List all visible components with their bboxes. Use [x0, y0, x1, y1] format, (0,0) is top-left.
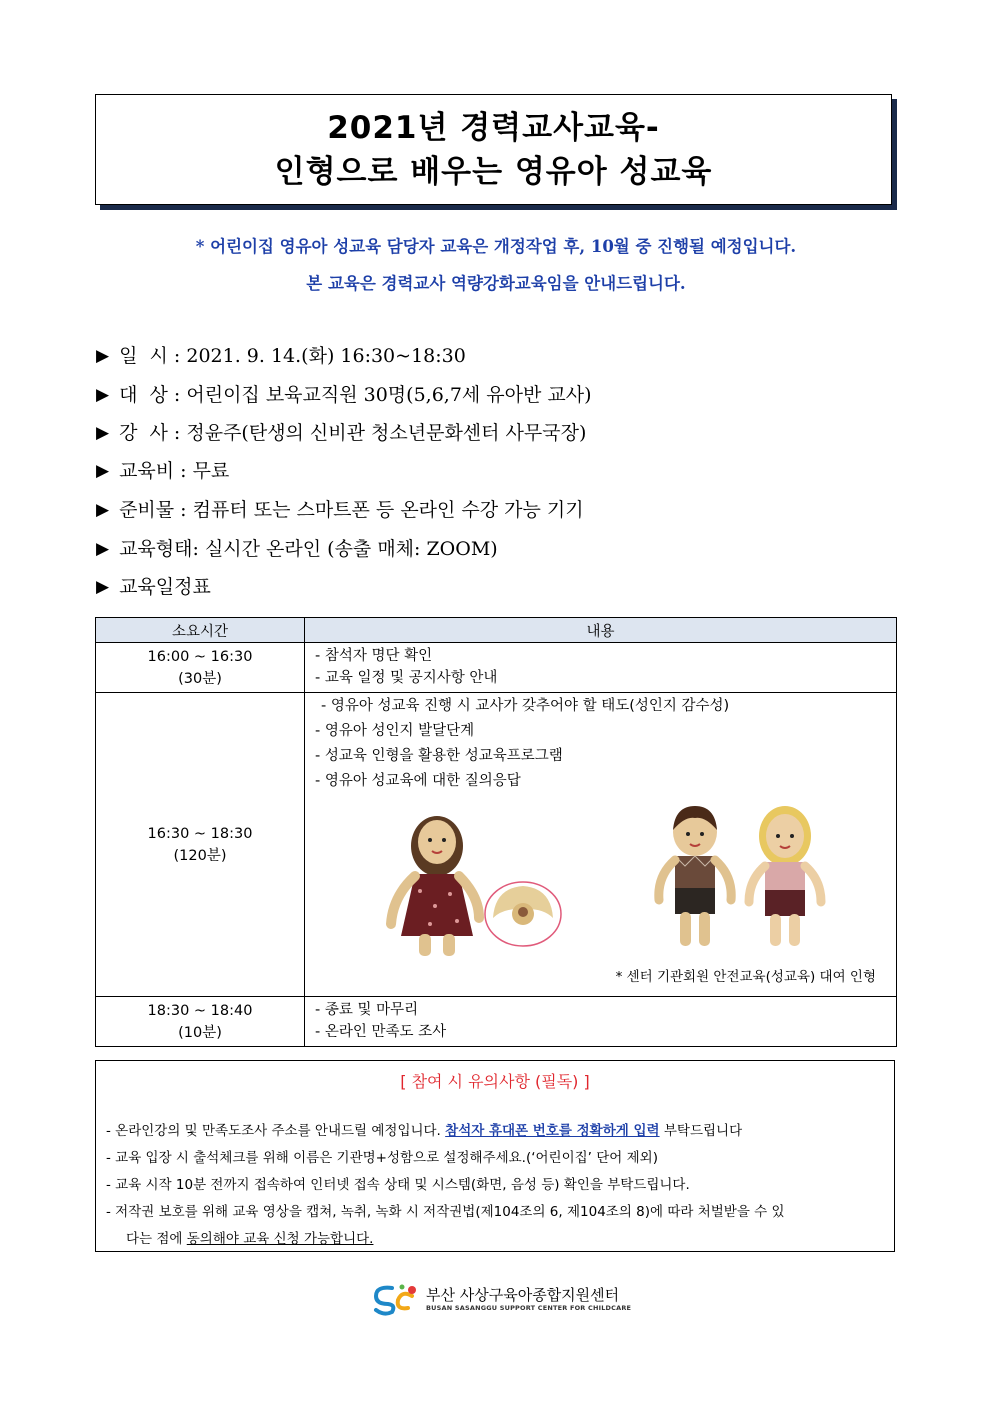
center-name: 부산 사상구육아종합지원센터 — [426, 1285, 620, 1304]
table-row — [96, 997, 897, 1047]
header-content: 내용 — [305, 618, 897, 643]
info-value: 어린이집 보육교직원 30명(5,6,7세 유아반 교사) — [186, 384, 592, 406]
phone-number-highlight: 참석자 휴대폰 번호를 정확하게 입력 — [445, 1123, 660, 1139]
notice-line-1: * 어린이집 영유아 성교육 담당자 교육은 개정작업 후, 10월 중 진행될 예정입니다. — [195, 237, 797, 256]
content-item: - 종료 및 마무리 — [315, 1002, 419, 1018]
triangle-bullet-icon: ▶ — [96, 500, 110, 520]
info-label: 일 시 — [119, 345, 168, 367]
content-item: - 영유아 성교육 진행 시 교사가 갖추어야 할 태도(성인지 감수성) — [321, 698, 730, 714]
triangle-bullet-icon: ▶ — [96, 461, 110, 481]
content-item: - 교육 일정 및 공지사항 안내 — [315, 670, 498, 686]
info-label: 대 상 — [119, 384, 168, 406]
caution-title: [ 참여 시 유의사항 (필독) ] — [400, 1072, 590, 1091]
doll-photos — [315, 794, 886, 994]
caution-list — [96, 1118, 894, 1253]
photo-caption: * 센터 기관회원 안전교육(성교육) 대여 인형 — [615, 969, 876, 985]
doll-accessory-image — [485, 882, 561, 946]
triangle-bullet-icon: ▶ — [96, 539, 110, 559]
schedule-table — [95, 617, 897, 1047]
info-label: 강 사 — [119, 422, 168, 444]
doll-illustration — [375, 796, 955, 961]
content-cell — [305, 643, 897, 693]
info-value: 실시간 온라인 (송출 매체: ZOOM) — [204, 538, 498, 560]
time-cell — [96, 693, 305, 997]
center-logo-icon — [372, 1282, 420, 1316]
content-item: - 영유아 성교육에 대한 질의응답 — [315, 773, 521, 789]
time-range: 16:00 ~ 16:30 — [147, 648, 253, 665]
footer-logo — [372, 1282, 631, 1316]
table-row — [96, 693, 897, 997]
info-fee: ▶ 교육비 : 무료 — [96, 460, 230, 482]
triangle-bullet-icon: ▶ — [96, 577, 110, 597]
info-label: 교육비 — [119, 460, 175, 482]
triangle-bullet-icon: ▶ — [96, 423, 110, 443]
time-range: 16:30 ~ 18:30 — [147, 825, 253, 842]
info-value: 컴퓨터 또는 스마트폰 등 온라인 수강 가능 기기 — [192, 499, 584, 521]
content-item: - 성교육 인형을 활용한 성교육프로그램 — [315, 748, 563, 764]
time-duration: (10분) — [178, 1024, 222, 1041]
time-duration: (30분) — [178, 670, 222, 687]
time-cell — [96, 643, 305, 693]
boy-doll-image — [659, 806, 731, 946]
info-target: ▶ 대 상 : 어린이집 보육교직원 30명(5,6,7세 유아반 교사) — [96, 384, 592, 406]
triangle-bullet-icon: ▶ — [96, 346, 110, 366]
title-box — [95, 94, 892, 205]
time-cell — [96, 997, 305, 1047]
info-label: 준비물 — [119, 499, 175, 521]
info-value: 무료 — [192, 460, 230, 482]
caution-box — [95, 1060, 895, 1252]
content-cell — [305, 997, 897, 1047]
header-time: 소요시간 — [96, 618, 305, 643]
info-schedule-heading — [96, 574, 211, 600]
time-range: 18:30 ~ 18:40 — [147, 1002, 253, 1019]
schedule-header-row — [96, 618, 897, 643]
info-materials: ▶ 준비물 : 컴퓨터 또는 스마트폰 등 온라인 수강 가능 기기 — [96, 499, 584, 521]
table-row — [96, 643, 897, 693]
center-name-english: BUSAN SASANGGU SUPPORT CENTER FOR CHILDCARE — [426, 1303, 632, 1312]
content-item: - 온라인 만족도 조사 — [315, 1024, 447, 1040]
notice-line-2: 본 교육은 경력교사 역량강화교육임을 안내드립니다. — [306, 274, 686, 293]
info-lecturer: ▶ 강 사 : 정윤주(탄생의 신비관 청소년문화센터 사무국장) — [96, 422, 587, 444]
info-label: 교육일정표 — [119, 576, 211, 598]
info-format: ▶ 교육형태 : 실시간 온라인 (송출 매체: ZOOM) — [96, 538, 498, 560]
info-value: 2021. 9. 14.(화) 16:30~18:30 — [186, 345, 466, 367]
title-line-2: 인형으로 배우는 영유아 성교육 — [274, 153, 713, 190]
caution-item: - 교육 입장 시 출석체크를 위해 이름은 기관명+성함으로 설정해주세요.(‘어린이집’ 단어 제외) — [106, 1150, 658, 1166]
caution-item: - 교육 시작 10분 전까지 접속하여 인터넷 접속 상태 및 시스템(화면, 음성 등) 확인을 부탁드립니다. — [106, 1177, 690, 1193]
girl-doll-image — [391, 816, 479, 956]
info-value: 정윤주(탄생의 신비관 청소년문화센터 사무국장) — [186, 422, 587, 444]
info-label: 교육형태 — [119, 538, 193, 560]
caution-item: 다는 점에 동의해야 교육 신청 가능합니다. — [126, 1231, 374, 1247]
info-date: ▶ 일 시 : 2021. 9. 14.(화) 16:30~18:30 — [96, 345, 466, 367]
caution-item: - 온라인강의 및 만족도조사 주소를 안내드릴 예정입니다. 참석자 휴대폰 번호를 정확하게 입력 부탁드립니다 — [106, 1123, 743, 1139]
consent-underline: 동의해야 교육 신청 가능합니다. — [186, 1231, 374, 1247]
triangle-bullet-icon: ▶ — [96, 385, 110, 405]
caution-item: - 저작권 보호를 위해 교육 영상을 캡쳐, 녹취, 녹화 시 저작권법(제104조의 6, 제104조의 8)에 따라 처벌받을 수 있 — [106, 1204, 785, 1220]
content-item: - 영유아 성인지 발달단계 — [315, 723, 475, 739]
content-cell — [305, 693, 897, 997]
title-line-1: 2021년 경력교사교육- — [327, 109, 660, 146]
content-item: - 참석자 명단 확인 — [315, 648, 433, 664]
blonde-doll-image — [749, 806, 821, 946]
time-duration: (120분) — [173, 847, 227, 864]
